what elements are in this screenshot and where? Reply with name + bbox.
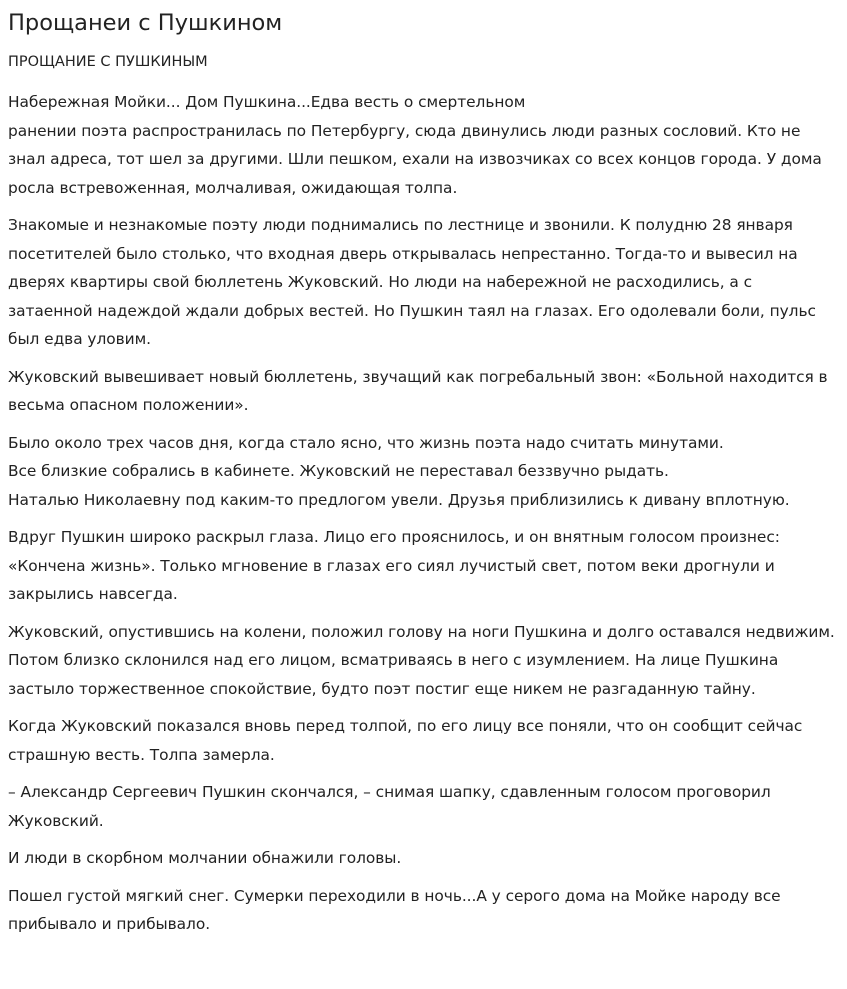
paragraph-5: Вдруг Пушкин широко раскрыл глаза. Лицо его прояснилось, и он внятным голосом произнес: «Кончена жизнь». Только мгновение в глазах его сиял лучистый свет, потом веки дрогнули и закрылись навсегда.	[8, 528, 780, 603]
paragraph-2: Знакомые и незнакомые поэту люди поднимались по лестнице и звонили. К полудню 28 января посетителей было столько, что входная дверь открывалась непрестанно. Тогда-то и вывесил на дверях квартиры свой бюллетень Жуковский. Но люди на набережной не расходились, а с затаенной надеждой ждали добрых вестей. Но Пушкин таял на глазах. Его одолевали боли, пульс был едва уловим.	[8, 216, 816, 348]
paragraph-4: Было около трех часов дня, когда стало ясно, что жизнь поэта надо считать минутами. Все близкие собрались в кабинете. Жуковский не переставал беззвучно рыдать. Наталью Николаевну под каким-то предлогом увели. Друзья приблизились к дивану вплотную.	[8, 433, 790, 509]
paragraph-1: Набережная Мойки... Дом Пушкина...Едва весть о смертельном ранении поэта распространилась по Петербургу, сюда двинулись люди разных сословий. Кто не знал адреса, тот шел за другими. Шли пешком, ехали на извозчиках со всех концов города. У дома росла встревоженная, молчаливая, ожидающая толпа.	[8, 93, 822, 197]
paragraph-3: Жуковский вывешивает новый бюллетень, звучащий как погребальный звон: «Больной находится в весьма опасном положении».	[8, 367, 828, 414]
paragraph-6: Жуковский, опустившись на колени, положил голову на ноги Пушкина и долго оставался недвижим. Потом близко склонился над его лицом, всматриваясь в него с изумлением. На лице Пушкина застыло торжественное спокойствие, будто поэт постиг еще никем не разгаданную тайну.	[8, 622, 835, 698]
page-title: Прощанеи с Пушкином	[8, 10, 283, 36]
paragraph-8: – Александр Сергеевич Пушкин скончался, – снимая шапку, сдавленным голосом проговорил Жуковский.	[8, 783, 771, 830]
paragraph-10: Пошел густой мягкий снег. Сумерки переходили в ночь...А у серого дома на Мойке народу все прибывало и прибывало.	[8, 886, 781, 933]
paragraph-9: И люди в скорбном молчании обнажили головы.	[8, 849, 402, 867]
paragraph-7: Когда Жуковский показался вновь перед толпой, по его лицу все поняли, что он сообщит сейчас страшную весть. Толпа замерла.	[8, 717, 803, 764]
article-subtitle: ПРОЩАНИЕ С ПУШКИНЫМ	[8, 54, 208, 70]
